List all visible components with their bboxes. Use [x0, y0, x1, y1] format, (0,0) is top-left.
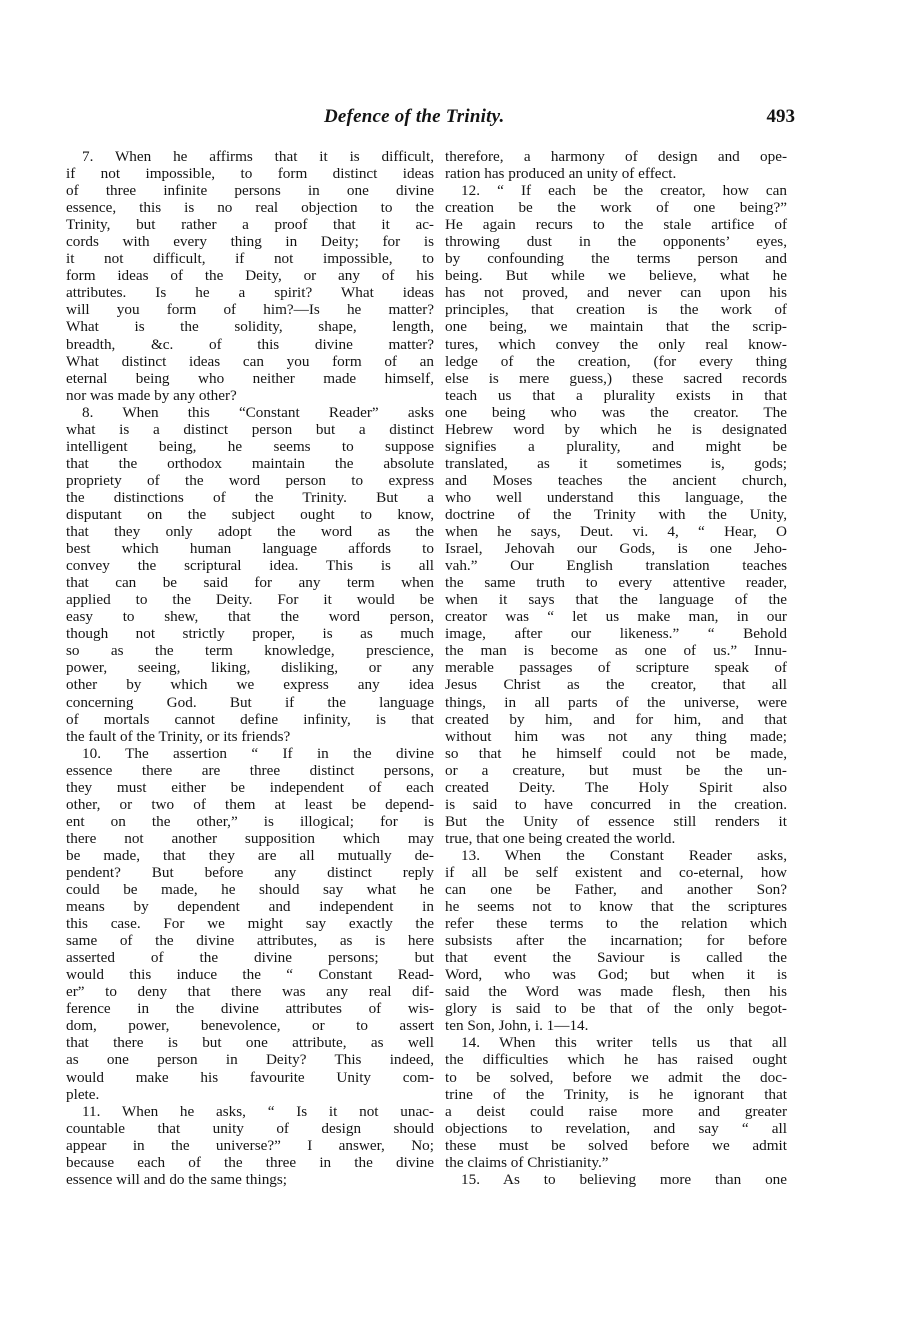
text-line: Jesus Christ as the creator, that all — [445, 676, 787, 694]
text-line: merable passages of scripture speak of — [445, 659, 787, 677]
text-line: these must be solved before we admit — [445, 1136, 787, 1154]
text-line: dom, power, benevolence, or to assert — [66, 1017, 434, 1035]
text-line: has not proved, and never can upon his — [445, 284, 787, 302]
text-line: image, after our likeness.” “ Behold — [445, 625, 787, 643]
text-line: other, or two of them at least be depend- — [66, 795, 434, 813]
text-line: of mortals cannot define infinity, is that — [66, 710, 434, 728]
text-line: best which human language affords to — [66, 540, 434, 558]
text-line: glory is said to be that of the only begot- — [445, 1000, 787, 1018]
text-line: throwing dust in the opponents’ eyes, — [445, 233, 787, 251]
text-line: attributes. Is he a spirit? What ideas — [66, 284, 434, 302]
running-title: Defence of the Trinity. — [324, 106, 505, 127]
text-line: ference in the divine attributes of wis- — [66, 1000, 434, 1018]
text-line: created by him, and for him, and that — [445, 710, 787, 728]
text-line: er” to deny that there was any real dif- — [66, 983, 434, 1001]
text-line: when he says, Deut. vi. 4, “ Hear, O — [445, 523, 787, 541]
text-line: who well understand this language, the — [445, 488, 787, 506]
text-line: to be solved, before we admit the doc- — [445, 1068, 787, 1086]
text-line: ent on the other,” is illogical; for is — [66, 812, 434, 830]
text-line: by confounding the terms person and — [445, 250, 787, 268]
text-line: nor was made by any other? — [66, 386, 237, 404]
text-line: if all be self existent and co-eternal, how — [445, 863, 787, 881]
text-line: can one be Father, and another Son? — [445, 881, 787, 899]
text-line: ration has produced an unity of effect. — [445, 165, 677, 183]
text-line: they must either be independent of each — [66, 778, 434, 796]
text-line: tures, which convey the only real know- — [445, 335, 787, 353]
text-line: form ideas of the Deity, or any of his — [66, 267, 434, 285]
text-line: 11. When he asks, “ Is it not unac- — [82, 1102, 434, 1120]
text-line: will you form of him?—Is he matter? — [66, 301, 434, 319]
text-line: cords with every thing in Deity; for is — [66, 233, 434, 251]
text-line: essence, this is no real objection to the — [66, 199, 434, 217]
text-line: What is the solidity, shape, length, — [66, 318, 434, 336]
text-line: could be made, he should say what he — [66, 881, 434, 899]
text-line: the man is become as one of us.” Innu- — [445, 642, 787, 660]
text-line: applied to the Deity. For it would be — [66, 591, 434, 609]
text-line: asserted of the divine persons; but — [66, 949, 434, 967]
text-line: 8. When this “Constant Reader” asks — [82, 403, 434, 421]
text-line: essence there are three distinct persons, — [66, 761, 434, 779]
text-line: the same truth to every attentive reader, — [445, 574, 787, 592]
text-line: he seems not to know that the scriptures — [445, 898, 787, 916]
text-line: disputant on the subject ought to know, — [66, 505, 434, 523]
text-line: of three infinite persons in one divine — [66, 182, 434, 200]
text-line: 10. The assertion “ If in the divine — [82, 744, 434, 762]
text-line: easy to shew, that the word person, — [66, 608, 434, 626]
text-line: there not another supposition which may — [66, 829, 434, 847]
text-line: 15. As to believing more than one — [461, 1170, 787, 1188]
text-line: would make his favourite Unity com- — [66, 1068, 434, 1086]
text-line: that event the Saviour is called the — [445, 949, 787, 967]
text-line: if not impossible, to form distinct ideas — [66, 165, 434, 183]
text-line: translated, as it sometimes is, gods; — [445, 454, 787, 472]
page-header — [320, 106, 795, 136]
text-line: the distinctions of the Trinity. But a — [66, 488, 434, 506]
text-line: or a creature, but must be the un- — [445, 761, 787, 779]
text-line: ten Son, John, i. 1—14. — [445, 1017, 589, 1035]
text-line: ledge of the creation, (for every thing — [445, 352, 787, 370]
text-line: objections to revelation, and say “ all — [445, 1119, 787, 1137]
text-line: without him was not any thing made; — [445, 727, 787, 745]
text-line: means by dependent and independent in — [66, 898, 434, 916]
text-line: would this induce the “ Constant Read- — [66, 966, 434, 984]
text-line: when it says that the language of the — [445, 591, 787, 609]
text-line: subsists after the incarnation; for before — [445, 932, 787, 950]
text-line: other by which we express any idea — [66, 676, 434, 694]
text-line: Hebrew word by which he is designated — [445, 420, 787, 438]
text-line: that the orthodox maintain the absolute — [66, 454, 434, 472]
text-line: what is a distinct person but a distinct — [66, 420, 434, 438]
right-column — [445, 148, 787, 1188]
text-line: refer these terms to the relation which — [445, 915, 787, 933]
text-line: this case. For we might say exactly the — [66, 915, 434, 933]
text-line: He again recurs to the stale artifice of — [445, 216, 787, 234]
page-number: 493 — [766, 106, 795, 127]
text-line: that there is but one attribute, as well — [66, 1034, 434, 1052]
text-line: signifies a plurality, and might be — [445, 437, 787, 455]
text-line: pendent? But before any distinct reply — [66, 863, 434, 881]
text-line: else is mere guess,) these sacred records — [445, 369, 787, 387]
text-line: principles, that creation is the work of — [445, 301, 787, 319]
text-line: so that he himself could not be made, — [445, 744, 787, 762]
text-line: the difficulties which he has raised ought — [445, 1051, 787, 1069]
text-line: be made, that they are all mutually de- — [66, 846, 434, 864]
text-line: concerning God. But if the language — [66, 693, 434, 711]
text-line: 12. “ If each be the creator, how can — [461, 182, 787, 200]
text-line: appear in the universe?” I answer, No; — [66, 1136, 434, 1154]
text-line: true, that one being created the world. — [445, 829, 676, 847]
text-line: created Deity. The Holy Spirit also — [445, 778, 787, 796]
text-line: being. But while we believe, what he — [445, 267, 787, 285]
text-line: it not difficult, if not impossible, to — [66, 250, 434, 268]
text-line: is said to have concurred in the creation. — [445, 795, 787, 813]
text-line: said the Word was made flesh, then his — [445, 983, 787, 1001]
text-line: the fault of the Trinity, or its friends? — [66, 727, 291, 745]
text-line: because each of the three in the divine — [66, 1153, 434, 1171]
left-column — [66, 148, 434, 1188]
text-line: though not strictly proper, is as much — [66, 625, 434, 643]
text-line: Israel, Jehovah our Gods, is one Jeho- — [445, 540, 787, 558]
text-line: breadth, &c. of this divine matter? — [66, 335, 434, 353]
text-line: What distinct ideas can you form of an — [66, 352, 434, 370]
text-line: convey the scriptural idea. This is all — [66, 557, 434, 575]
text-line: 14. When this writer tells us that all — [461, 1034, 787, 1052]
text-line: one being who was the creator. The — [445, 403, 787, 421]
text-line: countable that unity of design should — [66, 1119, 434, 1137]
text-line: things, in all parts of the universe, were — [445, 693, 787, 711]
text-line: creator was “ let us make man, in our — [445, 608, 787, 626]
text-line: and Moses teaches the ancient church, — [445, 471, 787, 489]
text-line: a deist could raise more and greater — [445, 1102, 787, 1120]
text-line: same of the divine attributes, as is here — [66, 932, 434, 950]
text-line: doctrine of the Trinity with the Unity, — [445, 505, 787, 523]
text-line: essence will and do the same things; — [66, 1170, 288, 1188]
text-line: power, seeing, liking, disliking, or any — [66, 659, 434, 677]
text-line: But the Unity of essence still renders it — [445, 812, 787, 830]
text-line: propriety of the word person to express — [66, 471, 434, 489]
text-line: as one person in Deity? This indeed, — [66, 1051, 434, 1069]
text-line: plete. — [66, 1085, 100, 1103]
text-line: that they only adopt the word as the — [66, 523, 434, 541]
text-line: vah.” Our English translation teaches — [445, 557, 787, 575]
text-line: trine of the Trinity, is he ignorant that — [445, 1085, 787, 1103]
text-line: so as the term knowledge, prescience, — [66, 642, 434, 660]
text-line: Word, who was God; but when it is — [445, 966, 787, 984]
text-line: creation be the work of one being?” — [445, 199, 787, 217]
text-line: one being, we maintain that the scrip- — [445, 318, 787, 336]
text-line: that can be said for any term when — [66, 574, 434, 592]
text-line: Trinity, but rather a proof that it ac- — [66, 216, 434, 234]
text-line: teach us that a plurality exists in that — [445, 386, 787, 404]
text-line: 7. When he affirms that it is difficult, — [82, 148, 434, 165]
text-line: eternal being who neither made himself, — [66, 369, 434, 387]
text-line: the claims of Christianity.” — [445, 1153, 609, 1171]
text-line: intelligent being, he seems to suppose — [66, 437, 434, 455]
text-line: therefore, a harmony of design and ope- — [445, 148, 787, 165]
text-line: 13. When the Constant Reader asks, — [461, 846, 787, 864]
